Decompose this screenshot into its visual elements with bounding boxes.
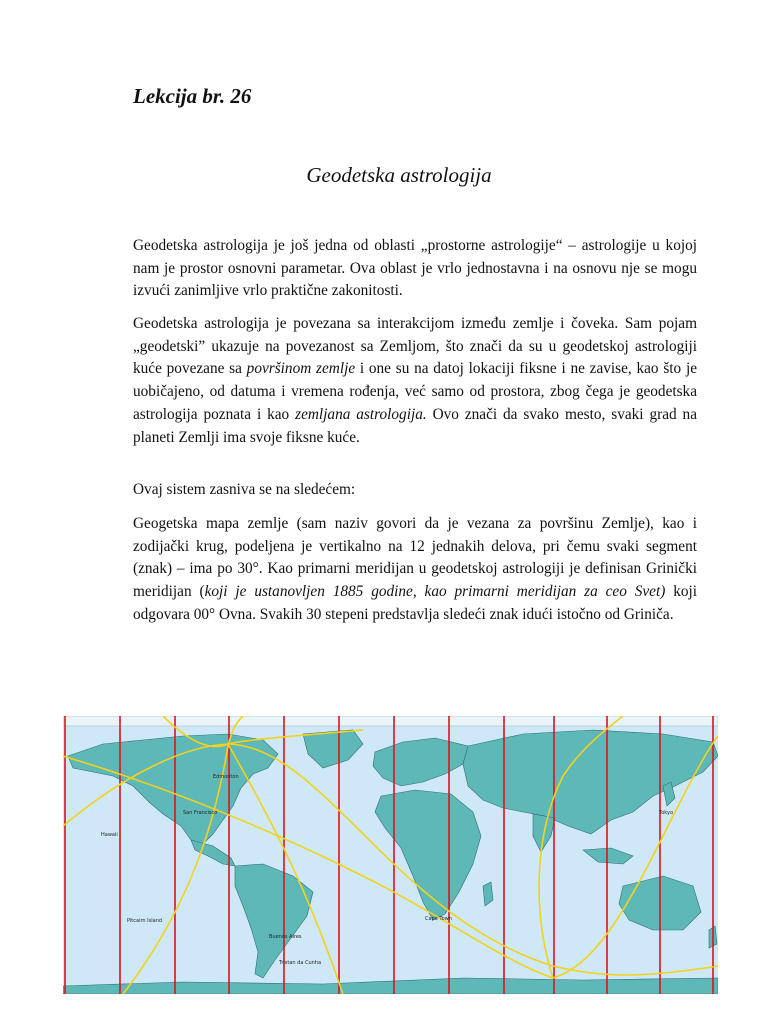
paragraph-definition-emphasis-1: površinom zemlje [246,360,356,378]
paragraph-geodetic-map-emphasis: koji je ustanovljen 1885 godine, kao primarni meridijan za ceo Svet) [204,583,666,601]
label-hawaii: Hawaii [101,832,118,838]
longitude-scale-top [63,716,718,726]
paragraph-geodetic-map-text-b: koji odgovara 00° Ovna. Svakih 30 stepeni predstavlja sledeći znak idući istočno od Griniča. [133,583,697,623]
label-tristan: Tristan da Cunha [279,960,322,966]
world-map-graphic [63,716,718,994]
lesson-number: Lekcija br. 26 [133,84,252,108]
paragraph-geodetic-map [133,513,697,627]
geodetic-world-map [63,716,718,994]
label-san-francisco: San Francisco [183,810,218,816]
paragraph-intro: Geodetska astrologija je još jedna od oblasti „prostorne astrologije“ – astrologije u kojoj nam je prostor osnovni parametar. Ova oblast je vrlo jednostavna i na osnovu nje se mogu izvući zanimljive vrlo praktične zakonitosti. [133,237,697,300]
label-edmonton: Edmonton [213,774,239,780]
paragraph-definition-text-c: Ovo znači da svako mesto, svaki grad na planeti Zemlji ima svoje fiksne kuće. [133,405,697,446]
label-cape-town: Cape Town [425,916,452,922]
page-title: Geodetska astrologija [306,163,492,187]
label-buenos-aires: Buenos Aires [269,934,302,940]
paragraph-system-intro: Ovaj sistem zasniva se na sledećem: [133,481,356,498]
paragraph-definition-text-a: Geodetska astrologija je povezana sa interakcijom između zemlje i čoveka. Sam pojam „geodetski” ukazuje na povezanost sa Zemljom, što znači da su u geodetskoj astrologiji kuće povezane sa [133,315,697,378]
label-tokyo: Tokyo [659,810,673,816]
label-pitcairn: Pitcairn Island [127,918,163,924]
paragraph-definition [133,313,697,449]
paragraph-geodetic-map-text-a: Geogetska mapa zemlje (sam naziv govori da je vezana za površinu Zemlje), kao i zodijački krug, podeljena je vertikalno na 12 jednakih delova, pri čemu svaki segment (znak) – ima po 30°. Kao primarni meridijan u geodetskoj astrologiji je definisan Grinički meridijan ( [133,515,697,601]
paragraph-definition-emphasis-2: zemljana astrologija. [295,405,427,423]
paragraph-definition-text-b: i one su na datoj lokaciji fiksne i ne zavise, kao što je uobičajeno, od datuma i vremena rođenja, već samo od prostora, zbog čega je geodetska astrologija poznata i kao [133,360,697,423]
